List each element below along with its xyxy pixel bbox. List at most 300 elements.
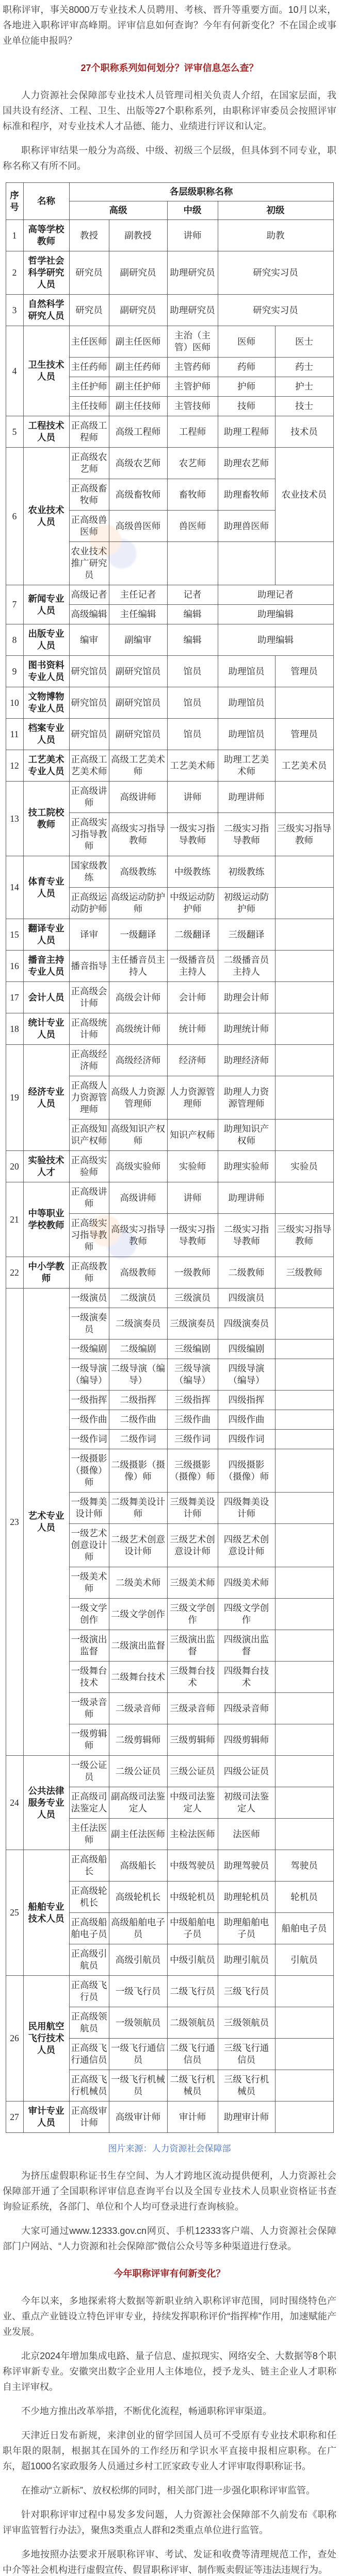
table-row xyxy=(6,919,333,951)
title-cell: 三级演员 xyxy=(167,1289,218,1308)
row-number: 7 xyxy=(6,585,23,624)
title-cell: 正高级运动防护师 xyxy=(69,888,109,919)
title-cell: 一级公证员 xyxy=(69,1756,109,1787)
paragraph: 天津近日发布新规，来津创业的留学回国人员可不受原有专业技术职称和任职年限的限制，根据其在国外的工作经历和学识水平直接申报相应职称。在广东，超1000名家政服务人员通过乡村工匠家政专业人才评审取得职称证书。 xyxy=(3,2430,336,2471)
table-row xyxy=(6,1850,333,1882)
title-cell: 医师 xyxy=(218,326,275,358)
title-cell: 助理轮机员 xyxy=(218,1882,275,1913)
title-cell: 副主任技师 xyxy=(109,397,167,416)
title-cell: 主任医师 xyxy=(69,326,109,358)
title-cell xyxy=(275,1787,333,1819)
row-number: 22 xyxy=(6,1257,23,1289)
title-cell: 农艺师 xyxy=(167,448,218,479)
title-cell: 三级指挥 xyxy=(167,1391,218,1410)
title-cell: 主任技师 xyxy=(69,397,109,416)
title-cell: 二级飞行机械员 xyxy=(167,2070,218,2102)
title-cell xyxy=(275,687,333,719)
title-cell: 高级会计师 xyxy=(109,982,167,1013)
title-cell: 三级编剧 xyxy=(167,1340,218,1359)
title-cell: 一级指挥 xyxy=(69,1391,109,1410)
title-cell: 引航员 xyxy=(275,1944,333,1976)
title-cell: 正高级兽医师 xyxy=(69,511,109,542)
title-cell xyxy=(275,1630,333,1662)
title-cell: 助理馆员 xyxy=(218,719,275,750)
title-cell xyxy=(275,919,333,951)
title-cell xyxy=(275,1976,333,2007)
title-cell: 助理研究员 xyxy=(167,251,218,295)
title-cell: 三级剪辑师 xyxy=(167,1724,218,1756)
title-cell: 二级领航员 xyxy=(167,2007,218,2039)
title-cell: 一级舞台技术 xyxy=(69,1662,109,1693)
title-cell: 二级实习指导教师 xyxy=(218,1214,275,1257)
row-series-name: 工程技术人员 xyxy=(23,416,69,448)
header-mid: 中级 xyxy=(167,201,218,220)
table-row xyxy=(6,326,333,358)
title-cell: 高级讲师 xyxy=(109,1182,167,1214)
title-cell: 二级舞台技术 xyxy=(109,1662,167,1693)
row-number: 11 xyxy=(6,719,23,750)
table-row xyxy=(6,2102,333,2133)
row-series-name: 播音主持专业人员 xyxy=(23,951,69,982)
title-cell: 正高级审计师 xyxy=(69,2102,109,2133)
title-cell: 助理引航员 xyxy=(218,1944,275,1976)
title-cell: 一级演员 xyxy=(69,1289,109,1308)
row-series-name: 民用航空飞行技术人员 xyxy=(23,1976,69,2102)
title-cell: 主治（主管）医师 xyxy=(167,326,218,358)
title-cell: 三级领航员 xyxy=(218,2007,275,2039)
title-cell: 研究实习员 xyxy=(218,295,333,326)
title-cell: 二级演奏员 xyxy=(109,1308,167,1340)
title-cell: 副研究员 xyxy=(109,251,167,295)
title-cell: 正高级知识产权师 xyxy=(69,1120,109,1151)
title-cell: 高级编辑 xyxy=(69,605,109,624)
title-cell: 技士 xyxy=(275,397,333,416)
title-cell: 畜牧师 xyxy=(167,479,218,511)
title-cell: 副研究馆员 xyxy=(109,719,167,750)
title-cell: 高级经济师 xyxy=(109,1045,167,1076)
title-cell: 工艺美术师 xyxy=(167,750,218,782)
title-cell: 副研究员 xyxy=(109,295,167,326)
titles-table-wrap xyxy=(3,182,336,2133)
title-cell: 二级美术师 xyxy=(109,1567,167,1599)
table-row xyxy=(6,750,333,782)
section1-paragraphs-after-table xyxy=(3,2168,336,2254)
row-number: 3 xyxy=(6,295,23,326)
row-series-name: 统计专业人员 xyxy=(23,1013,69,1045)
title-cell: 人力资源管理师 xyxy=(167,1076,218,1120)
title-cell: 初级运动防护师 xyxy=(218,888,275,919)
title-cell: 二级飞行通信员 xyxy=(167,2039,218,2070)
table-row xyxy=(6,295,333,326)
title-cell: 高级轮机长 xyxy=(109,1882,167,1913)
title-cell: 三级导演（编导） xyxy=(167,1359,218,1391)
table-row xyxy=(6,656,333,687)
title-cell: 三级作词 xyxy=(167,1430,218,1449)
row-series-name: 中等职业学校教师 xyxy=(23,1182,69,1257)
title-cell xyxy=(275,2102,333,2133)
title-cell: 三级艺术创意设计师 xyxy=(167,1524,218,1567)
title-cell: 研究馆员 xyxy=(69,719,109,750)
title-cell: 正高级会计师 xyxy=(69,982,109,1013)
title-cell: 高级统计师 xyxy=(109,1013,167,1045)
title-cell: 播音指导 xyxy=(69,951,109,982)
paragraph: 职称评审结果一般分为高级、中级、初级三个层级，但具体到不同专业，职称名称又有所不同。 xyxy=(3,145,336,171)
title-cell xyxy=(275,1756,333,1787)
title-cell: 四级作词 xyxy=(218,1430,275,1449)
title-cell: 三级演奏员 xyxy=(167,1308,218,1340)
paragraph: 大家可通过www.12333.gov.cn网页、手机12333客户端、人力资源社会保障部门户网站、“人力资源和社会保障部”微信公众号等多种渠道进行登录。 xyxy=(3,2226,336,2251)
row-series-name: 实验技术人才 xyxy=(23,1151,69,1182)
title-cell xyxy=(275,1567,333,1599)
section2-paragraphs xyxy=(3,2293,336,2576)
title-cell xyxy=(275,1045,333,1076)
title-cell: 正高级讲师 xyxy=(69,1182,109,1214)
section1-heading: 27个职称系列如何划分？评审信息怎么查？ xyxy=(80,63,258,73)
row-series-name: 经济专业人员 xyxy=(23,1045,69,1151)
title-cell: 四级导演（编导） xyxy=(218,1359,275,1391)
title-cell: 法医师 xyxy=(218,1819,275,1850)
title-cell: 工艺美术员 xyxy=(275,750,333,782)
table-row xyxy=(6,719,333,750)
row-series-name: 艺术专业人员 xyxy=(23,1289,69,1756)
title-cell: 助理工艺美术师 xyxy=(218,750,275,782)
title-cell xyxy=(275,1308,333,1340)
title-cell: 一级美术师 xyxy=(69,1567,109,1599)
title-cell: 译审 xyxy=(69,919,109,951)
table-row xyxy=(6,1257,333,1289)
table-row xyxy=(6,1756,333,1787)
title-cell: 四级指挥 xyxy=(218,1391,275,1410)
title-cell: 一级实习指导教师 xyxy=(167,813,218,856)
row-number: 26 xyxy=(6,1976,23,2102)
title-cell: 馆员 xyxy=(167,687,218,719)
row-series-name: 出版专业人员 xyxy=(23,624,69,656)
row-number: 14 xyxy=(6,856,23,919)
title-cell: 助理编辑 xyxy=(218,624,333,656)
title-cell: 二级教师 xyxy=(218,1257,275,1289)
title-cell: 助理知识产权师 xyxy=(218,1120,275,1151)
paragraph: 北京2024年增加集成电路、量子信息、虚拟现实、网络安全、大数据等8个职称评审新专业。安徽突出数字企业用人主体地位，授予龙头、链主企业人才职称自主评审权。 xyxy=(3,2351,336,2392)
row-number: 4 xyxy=(6,326,23,416)
title-cell xyxy=(275,782,333,813)
title-cell: 三级美术师 xyxy=(167,1567,218,1599)
row-series-name: 工艺美术专业人员 xyxy=(23,750,69,782)
title-cell: 正高级司法鉴定人 xyxy=(69,1787,109,1819)
row-number: 20 xyxy=(6,1151,23,1182)
table-row xyxy=(6,220,333,251)
title-cell: 高级船长 xyxy=(109,1850,167,1882)
title-cell: 助理人力资源管理师 xyxy=(218,1076,275,1120)
header-junior: 初级 xyxy=(218,201,333,220)
title-cell xyxy=(275,1449,333,1493)
title-cell: 二级舞美设计师 xyxy=(109,1493,167,1524)
table-row xyxy=(6,687,333,719)
title-cell: 副研究馆员 xyxy=(109,687,167,719)
title-cell: 正高级飞行通信员 xyxy=(69,2039,109,2070)
title-cell: 记者 xyxy=(167,585,218,605)
title-cell: 研究馆员 xyxy=(69,656,109,687)
paragraph: 人力资源社会保障部专业技术人员管理司相关负责人介绍，在国家层面，我国共设有经济、工程、卫生、出版等27个职称系列，由职称评审委员会按照评审标准和程序，对专业技术人才品德、能力、业绩进行评议和认定。 xyxy=(3,90,336,131)
row-number: 2 xyxy=(6,251,23,295)
title-cell: 讲师 xyxy=(167,1182,218,1214)
row-number: 15 xyxy=(6,919,23,951)
table-row xyxy=(6,1976,333,2007)
title-cell: 农业技术推广研究员 xyxy=(69,542,109,585)
title-cell: 主任编辑 xyxy=(109,605,167,624)
title-cell xyxy=(275,1724,333,1756)
title-cell: 二级作曲 xyxy=(109,1410,167,1430)
row-number: 1 xyxy=(6,220,23,251)
title-cell: 驾驶员 xyxy=(275,1850,333,1882)
title-cell xyxy=(275,2039,333,2070)
table-row xyxy=(6,448,333,479)
row-number: 18 xyxy=(6,1013,23,1045)
title-cell xyxy=(109,542,167,585)
title-cell: 助理船舶电子员 xyxy=(218,1913,275,1944)
row-number: 10 xyxy=(6,687,23,719)
title-cell xyxy=(275,982,333,1013)
title-cell: 正高级经济师 xyxy=(69,1045,109,1076)
paragraph: 不少地方推出改革举措，不断优化流程，畅通职称评审渠道。 xyxy=(21,2406,272,2416)
title-cell xyxy=(275,542,333,585)
title-cell: 二级翻译 xyxy=(167,919,218,951)
title-cell: 正高级领航员 xyxy=(69,2007,109,2039)
title-cell: 一级教师 xyxy=(167,1257,218,1289)
title-cell: 高级船舶电子员 xyxy=(109,1913,167,1944)
title-cell: 三级舞美设计师 xyxy=(167,1493,218,1524)
row-series-name: 卫生技术人员 xyxy=(23,326,69,416)
title-cell: 主任记者 xyxy=(109,585,167,605)
title-cell: 助理会计师 xyxy=(218,982,275,1013)
title-cell: 正高级工程师 xyxy=(69,416,109,448)
title-cell: 编辑 xyxy=(167,605,218,624)
title-cell: 助理审计师 xyxy=(218,2102,275,2133)
row-number: 23 xyxy=(6,1289,23,1756)
title-cell: 主任药师 xyxy=(69,358,109,377)
title-cell: 高级兽医师 xyxy=(109,511,167,542)
title-cell: 助理讲师 xyxy=(218,782,275,813)
title-cell: 研究员 xyxy=(69,251,109,295)
title-cell: 技术员 xyxy=(275,416,333,448)
title-cell: 初级教练 xyxy=(218,856,275,888)
row-number: 19 xyxy=(6,1045,23,1151)
title-cell: 四级录音师 xyxy=(218,1693,275,1724)
header-level-group: 各层级职称名称 xyxy=(69,183,333,201)
row-series-name: 高等学校教师 xyxy=(23,220,69,251)
title-cell: 研究实习员 xyxy=(218,251,333,295)
title-cell: 主检法医师 xyxy=(167,1819,218,1850)
title-cell: 助理统计师 xyxy=(218,1013,275,1045)
title-cell: 一级播音员主持人 xyxy=(167,951,218,982)
title-cell: 一级演出监督 xyxy=(69,1630,109,1662)
title-cell: 护师 xyxy=(218,377,275,397)
title-cell: 经济师 xyxy=(167,1045,218,1076)
title-cell: 中级船舶电子员 xyxy=(167,1913,218,1944)
title-cell xyxy=(275,951,333,982)
title-cell xyxy=(275,1693,333,1724)
title-cell: 四级文学创作 xyxy=(218,1599,275,1630)
row-series-name: 中小学教师 xyxy=(23,1257,69,1289)
title-cell: 正高级飞行员 xyxy=(69,1976,109,2007)
title-cell: 正高级统计师 xyxy=(69,1013,109,1045)
titles-table xyxy=(6,182,334,2133)
title-cell: 正高级工艺美术师 xyxy=(69,750,109,782)
row-series-name: 审计专业人员 xyxy=(23,2102,69,2133)
title-cell: 二级摄影（摄像）师 xyxy=(109,1449,167,1493)
title-cell: 主管药师 xyxy=(167,358,218,377)
title-cell: 一级剪辑师 xyxy=(69,1724,109,1756)
title-cell xyxy=(275,1524,333,1567)
title-cell: 中级运动防护师 xyxy=(167,888,218,919)
title-cell: 主任法医师 xyxy=(69,1819,109,1850)
title-cell: 一级作曲 xyxy=(69,1410,109,1430)
title-cell: 助理编辑 xyxy=(218,605,333,624)
table-row xyxy=(6,416,333,448)
title-cell: 高级引航员 xyxy=(109,1944,167,1976)
title-cell: 兽医师 xyxy=(167,511,218,542)
title-cell: 编审 xyxy=(69,624,109,656)
title-cell: 高级工艺美术师 xyxy=(109,750,167,782)
title-cell: 一级文学创作 xyxy=(69,1599,109,1630)
row-number: 27 xyxy=(6,2102,23,2133)
title-cell: 馆员 xyxy=(167,656,218,687)
title-cell: 二级演出监督 xyxy=(109,1630,167,1662)
title-cell xyxy=(275,2007,333,2039)
title-cell: 高级教师 xyxy=(109,1257,167,1289)
title-cell: 高级运动防护师 xyxy=(109,888,167,919)
title-cell xyxy=(275,1493,333,1524)
title-cell xyxy=(167,542,218,585)
title-cell: 馆员 xyxy=(167,719,218,750)
title-cell: 二级作词 xyxy=(109,1430,167,1449)
title-cell: 主管护师 xyxy=(167,377,218,397)
title-cell xyxy=(275,1120,333,1151)
title-cell: 船舶电子员 xyxy=(275,1913,333,1944)
title-cell: 三级录音师 xyxy=(167,1693,218,1724)
title-cell: 三级翻译 xyxy=(218,919,275,951)
title-cell: 四级演奏员 xyxy=(218,1308,275,1340)
table-row xyxy=(6,982,333,1013)
title-cell: 农业技术员 xyxy=(275,448,333,542)
title-cell: 二级演员 xyxy=(109,1289,167,1308)
title-cell: 副主任护师 xyxy=(109,377,167,397)
title-cell: 一级编剧 xyxy=(69,1340,109,1359)
title-cell: 三级公证员 xyxy=(167,1756,218,1787)
title-cell xyxy=(275,1819,333,1850)
title-cell: 医士 xyxy=(275,326,333,358)
title-cell: 主任护师 xyxy=(69,377,109,397)
title-cell: 管理员 xyxy=(275,656,333,687)
title-cell: 四级美术师 xyxy=(218,1567,275,1599)
paragraph: 今年以来，多地探索将大数据等新职业纳入职称评审范围，同时围绕特色产业、重点产业链设立特色评审专业，持续发挥职称评价“指挥棒”作用，加速赋能产业发展。 xyxy=(3,2296,336,2337)
section2-heading: 今年职称评审有何新变化？ xyxy=(114,2268,225,2279)
title-cell: 一级作词 xyxy=(69,1430,109,1449)
header-seq: 序号 xyxy=(6,183,23,220)
title-cell: 正高级船舶电子员 xyxy=(69,1913,109,1944)
title-cell: 助理工程师 xyxy=(218,416,275,448)
title-cell: 正高级畜牧师 xyxy=(69,479,109,511)
title-cell: 正高级引航员 xyxy=(69,1944,109,1976)
title-cell: 国家级教练 xyxy=(69,856,109,888)
title-cell: 四级舞美设计师 xyxy=(218,1493,275,1524)
title-cell: 实验师 xyxy=(167,1151,218,1182)
row-series-name: 哲学社会科学研究人员 xyxy=(23,251,69,295)
title-cell xyxy=(218,542,275,585)
title-cell: 三级摄影（摄像）师 xyxy=(167,1449,218,1493)
title-cell xyxy=(275,1289,333,1308)
row-series-name: 公共法律服务专业人员 xyxy=(23,1756,69,1850)
title-cell: 二级实习指导教师 xyxy=(218,813,275,856)
row-number: 5 xyxy=(6,416,23,448)
title-cell: 一级导演（编导） xyxy=(69,1359,109,1391)
paragraph: 针对职称评审过程中易发多发问题，人力资源社会保障部不久前发布《职称评审监管暂行办法》，聚焦3类重点人群和2类重点单位进行监管。 xyxy=(3,2510,336,2535)
title-cell: 三级飞行员 xyxy=(218,1976,275,2007)
title-cell: 高级实验师 xyxy=(109,1151,167,1182)
title-cell: 审计师 xyxy=(167,2102,218,2133)
title-cell: 一级摄影（摄像）师 xyxy=(69,1449,109,1493)
title-cell: 助理讲师 xyxy=(218,1182,275,1214)
title-cell: 四级艺术创意设计师 xyxy=(218,1524,275,1567)
title-cell: 一级舞美设计师 xyxy=(69,1493,109,1524)
row-series-name: 船舶专业技术人员 xyxy=(23,1850,69,1976)
title-cell: 二级播音员主持人 xyxy=(218,951,275,982)
title-cell: 三级文学创作 xyxy=(167,1599,218,1630)
paragraph: 在推动“立新标”、放权松绑的同时，相关部门进一步强化职称评审监管。 xyxy=(21,2485,315,2496)
title-cell: 助理记者 xyxy=(218,585,333,605)
title-cell: 四级剪辑师 xyxy=(218,1724,275,1756)
row-series-name: 文物博物专业人员 xyxy=(23,687,69,719)
table-row xyxy=(6,1151,333,1182)
title-cell: 助理农艺师 xyxy=(218,448,275,479)
row-series-name: 农业技术人员 xyxy=(23,448,69,585)
table-row xyxy=(6,624,333,656)
row-series-name: 翻译专业人员 xyxy=(23,919,69,951)
table-caption: 图片来源：人力资源社会保障部 xyxy=(108,2144,231,2154)
title-cell: 一级实习指导教师 xyxy=(167,1214,218,1257)
title-cell: 一级飞行机械员 xyxy=(109,2070,167,2102)
title-cell: 三级演出监督 xyxy=(167,1630,218,1662)
title-cell: 中级教练 xyxy=(167,856,218,888)
title-cell: 正高级人力资源管理师 xyxy=(69,1076,109,1120)
title-cell: 三级舞台技术 xyxy=(167,1662,218,1693)
title-cell: 三级实习指导教师 xyxy=(275,1214,333,1257)
title-cell: 副高级司法鉴定人 xyxy=(109,1787,167,1819)
title-cell: 管理员 xyxy=(275,719,333,750)
title-cell: 副编审 xyxy=(109,624,167,656)
title-cell: 一级翻译 xyxy=(109,919,167,951)
title-cell: 正高级农艺师 xyxy=(69,448,109,479)
title-cell: 二级剪辑师 xyxy=(109,1724,167,1756)
title-cell: 三级作曲 xyxy=(167,1410,218,1430)
row-series-name: 技工院校教师 xyxy=(23,782,69,856)
title-cell: 二级公证员 xyxy=(109,1756,167,1787)
title-cell xyxy=(275,1391,333,1410)
row-number: 9 xyxy=(6,656,23,687)
title-cell: 四级公证员 xyxy=(218,1756,275,1787)
title-cell: 中级引航员 xyxy=(167,1944,218,1976)
title-cell: 一级录音师 xyxy=(69,1693,109,1724)
table-row xyxy=(6,1045,333,1076)
title-cell xyxy=(275,856,333,888)
title-cell: 初级司法鉴定人 xyxy=(218,1787,275,1819)
title-cell: 二级导演（编导） xyxy=(109,1359,167,1391)
title-cell xyxy=(275,888,333,919)
row-number: 13 xyxy=(6,782,23,856)
row-number: 25 xyxy=(6,1850,23,1976)
title-cell xyxy=(275,1410,333,1430)
title-cell xyxy=(275,1359,333,1391)
title-cell: 四级作曲 xyxy=(218,1410,275,1430)
